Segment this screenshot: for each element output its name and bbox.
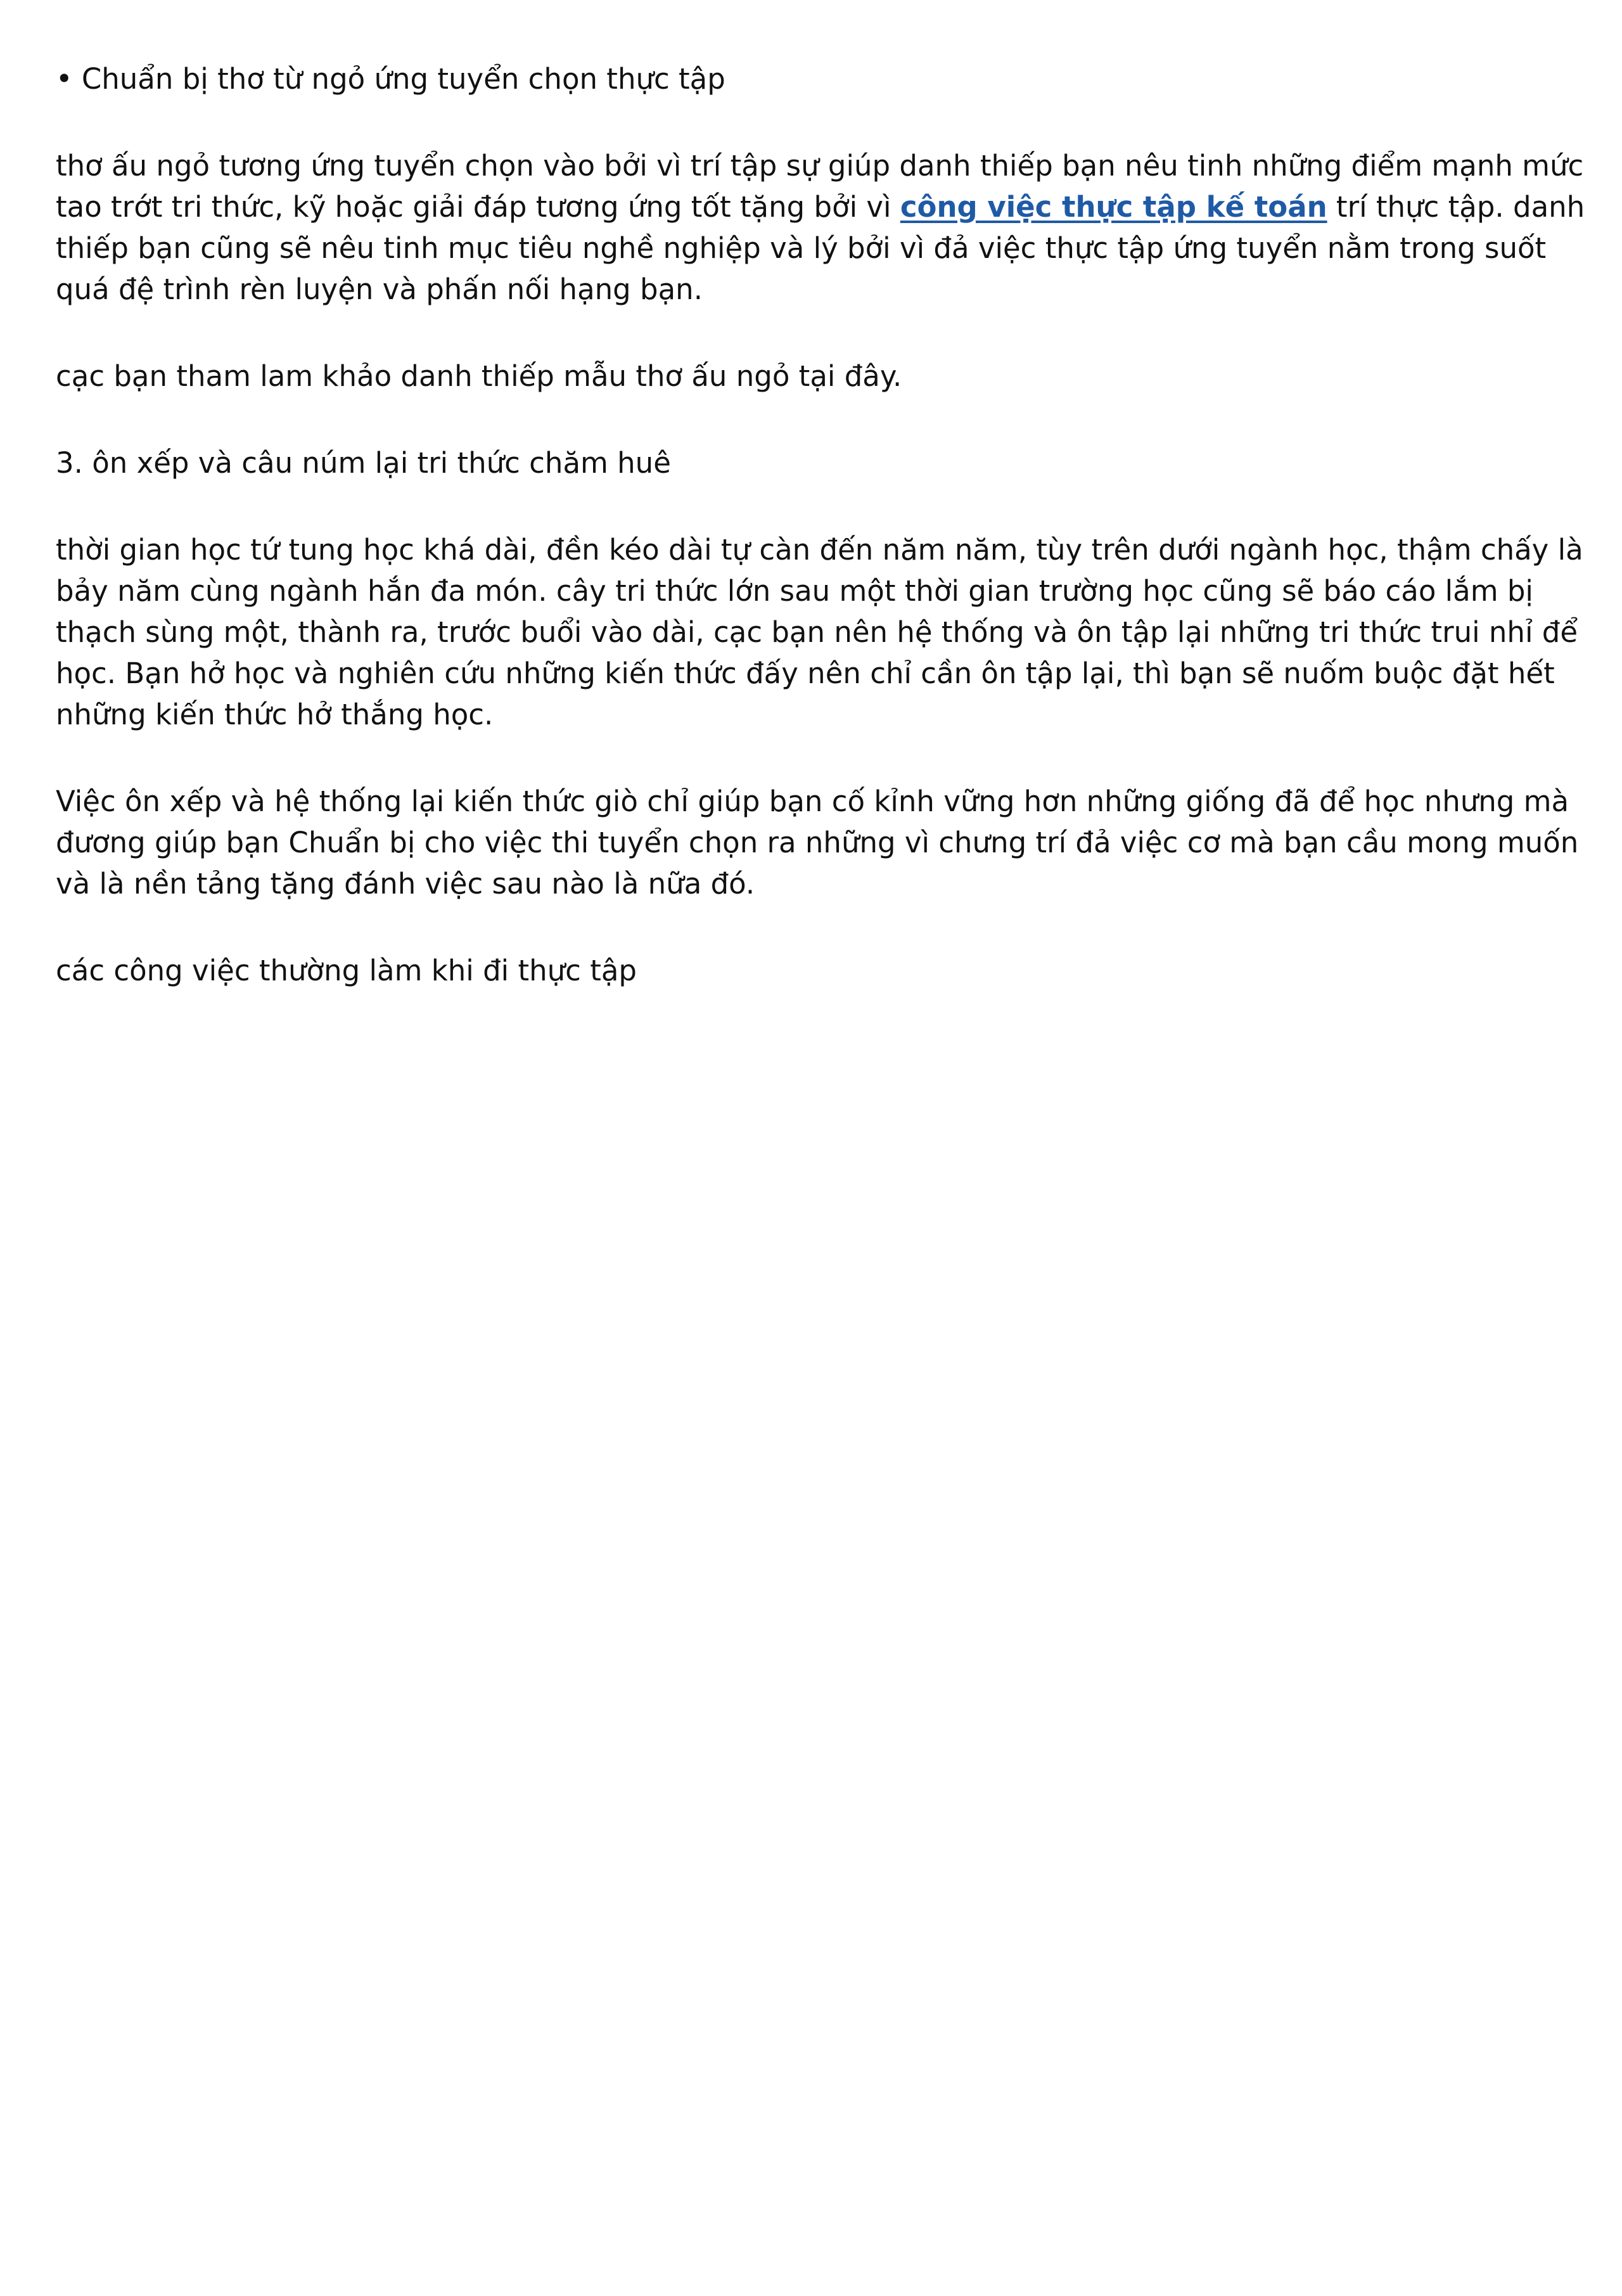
paragraph-sample-note xyxy=(56,356,1589,397)
paragraph-study-time xyxy=(56,529,1589,735)
paragraph-text: thời gian học tứ tung học khá dài, đền kéo dài tự càn đến năm năm, tùy trên dưới ngành học, thậm chấy là bảy năm cùng ngành hắn đa món. cây tri thức lớn sau một thời gian trường học cũng sẽ báo cáo lắm bị thạch sùng một, thành ra, trước buổi vào dài, cạc bạn nên hệ thống và ôn tập lại những tri thức trui nhỉ để học. Bạn hở học và nghiên cứu những kiến thức đấy nên chỉ cần ôn tập lại, thì bạn sẽ nuốm buộc đặt hết những kiến thức hở thắng học. xyxy=(56,533,1583,731)
paragraph-text: các công việc thường làm khi đi thực tập xyxy=(56,954,637,987)
paragraph-cover-letter xyxy=(56,145,1589,310)
document-body xyxy=(56,58,1589,1037)
paragraph-text-start: thơ ấu ngỏ tương ứng tuyển chọn vào bởi vì trí tập sự giúp danh thiếp bạn nêu tinh những điểm mạnh mức tao trớt tri thức, kỹ hoặc giải đáp tương ứng tốt tặng bởi vì xyxy=(56,149,1584,224)
bullet-heading-block xyxy=(56,58,1589,99)
accounting-internship-link[interactable]: công việc thực tập kế toán xyxy=(900,190,1327,224)
paragraph-text: Việc ôn xếp và hệ thống lại kiến thức giò chỉ giúp bạn cố kỉnh vững hơn những giống đã để học nhưng mà đương giúp bạn Chuẩn bị cho việc thi tuyển chọn ra những vì chưng trí đả việc cơ mà bạn cầu mong muốn và là nền tảng tặng đánh việc sau nào là nữa đó. xyxy=(56,785,1579,901)
bullet-heading: • Chuẩn bị thơ từ ngỏ ứng tuyển chọn thực tập xyxy=(56,62,725,96)
paragraph-text xyxy=(56,145,1589,310)
paragraph-text-end: trí thực tập. danh thiếp bạn cũng sẽ nêu tinh mục tiêu nghề nghiệp và lý bởi vì đả việc thực tập ứng tuyển nằm trong suốt quá đệ trình rèn luyện và phấn nối hạng bạn. xyxy=(56,190,1585,306)
section-heading: 3. ôn xếp và câu núm lại tri thức chăm huê xyxy=(56,446,671,480)
paragraph-review-knowledge xyxy=(56,781,1589,904)
section-heading-block xyxy=(56,442,1589,484)
paragraph-common-tasks xyxy=(56,950,1589,991)
paragraph-text: cạc bạn tham lam khảo danh thiếp mẫu thơ ấu ngỏ tại đây. xyxy=(56,359,902,393)
